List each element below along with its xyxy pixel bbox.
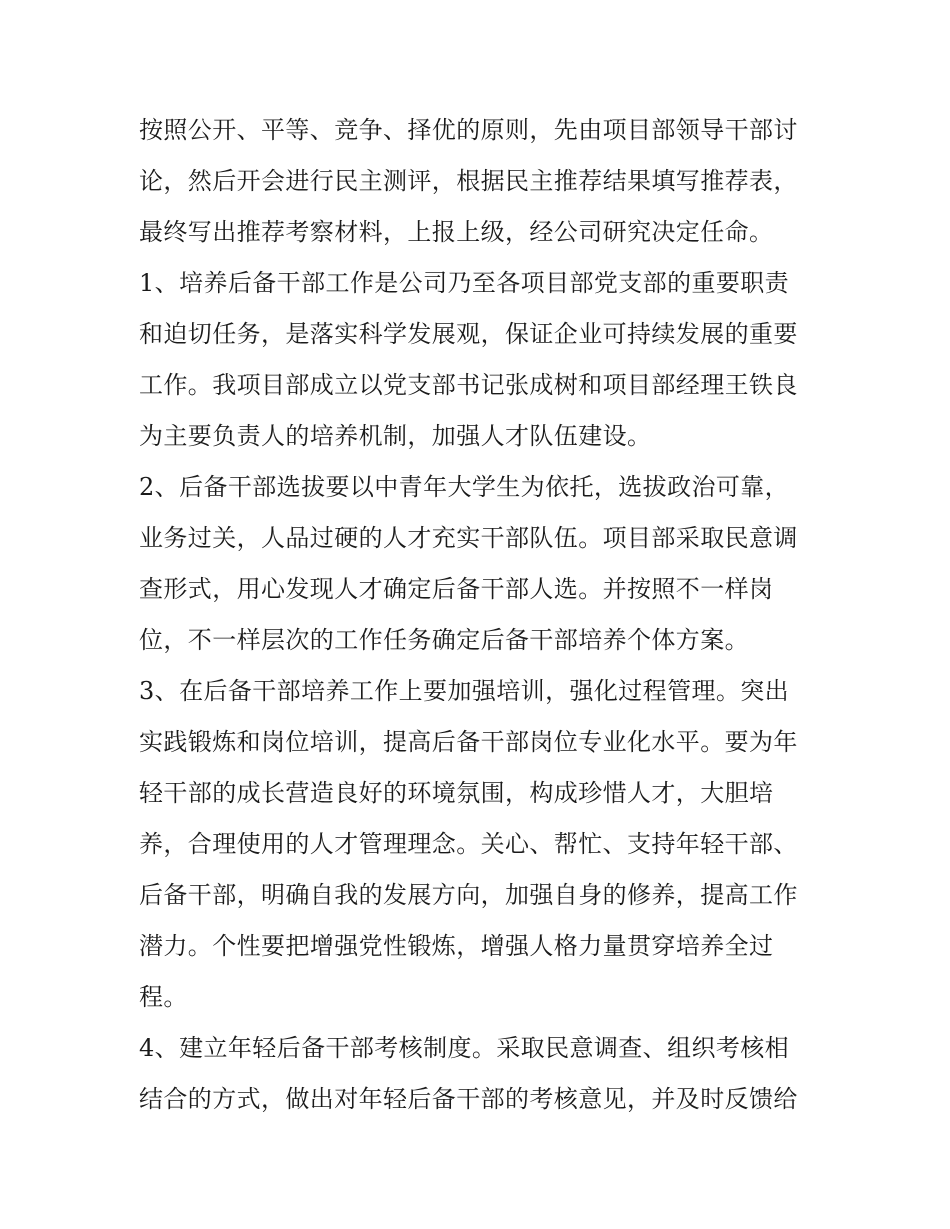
text-line: 为主要负责人的培养机制，加强人才队伍建设。 bbox=[139, 422, 652, 450]
text-line: 程。 bbox=[139, 983, 188, 1011]
text-line: 工作。我项目部成立以党支部书记张成树和项目部经理王铁良 bbox=[139, 371, 798, 399]
text-line: 轻干部的成长营造良好的环境氛围，构成珍惜人才，大胆培 bbox=[139, 779, 774, 807]
text-line: 按照公开、平等、竞争、择优的原则，先由项目部领导干部讨 bbox=[139, 116, 798, 144]
text-line: 查形式，用心发现人才确定后备干部人选。并按照不一样岗 bbox=[139, 575, 774, 603]
text-line: 后备干部，明确自我的发展方向，加强自身的修养，提高工作 bbox=[139, 881, 798, 909]
text-line: 3、在后备干部培养工作上要加强培训，强化过程管理。突出 bbox=[139, 677, 790, 705]
text-line: 2、后备干部选拔要以中青年大学生为依托，选拔政治可靠， bbox=[139, 473, 790, 501]
text-line: 最终写出推荐考察材料，上报上级，经公司研究决定任命。 bbox=[139, 218, 774, 246]
text-line: 论，然后开会进行民主测评，根据民主推荐结果填写推荐表， bbox=[139, 167, 798, 195]
text-line: 和迫切任务，是落实科学发展观，保证企业可持续发展的重要 bbox=[139, 320, 798, 348]
text-line: 实践锻炼和岗位培训，提高后备干部岗位专业化水平。要为年 bbox=[139, 728, 798, 756]
text-line: 业务过关，人品过硬的人才充实干部队伍。项目部采取民意调 bbox=[139, 524, 798, 552]
text-line: 4、建立年轻后备干部考核制度。采取民意调查、组织考核相 bbox=[139, 1034, 790, 1062]
text-line: 位，不一样层次的工作任务确定后备干部培养个体方案。 bbox=[139, 626, 749, 654]
text-line: 养，合理使用的人才管理理念。关心、帮忙、支持年轻干部、 bbox=[139, 830, 798, 858]
text-line: 结合的方式，做出对年轻后备干部的考核意见，并及时反馈给 bbox=[139, 1085, 798, 1113]
text-line: 潜力。个性要把增强党性锻炼，增强人格力量贯穿培养全过 bbox=[139, 932, 774, 960]
text-line: 1、培养后备干部工作是公司乃至各项目部党支部的重要职责 bbox=[139, 269, 790, 297]
